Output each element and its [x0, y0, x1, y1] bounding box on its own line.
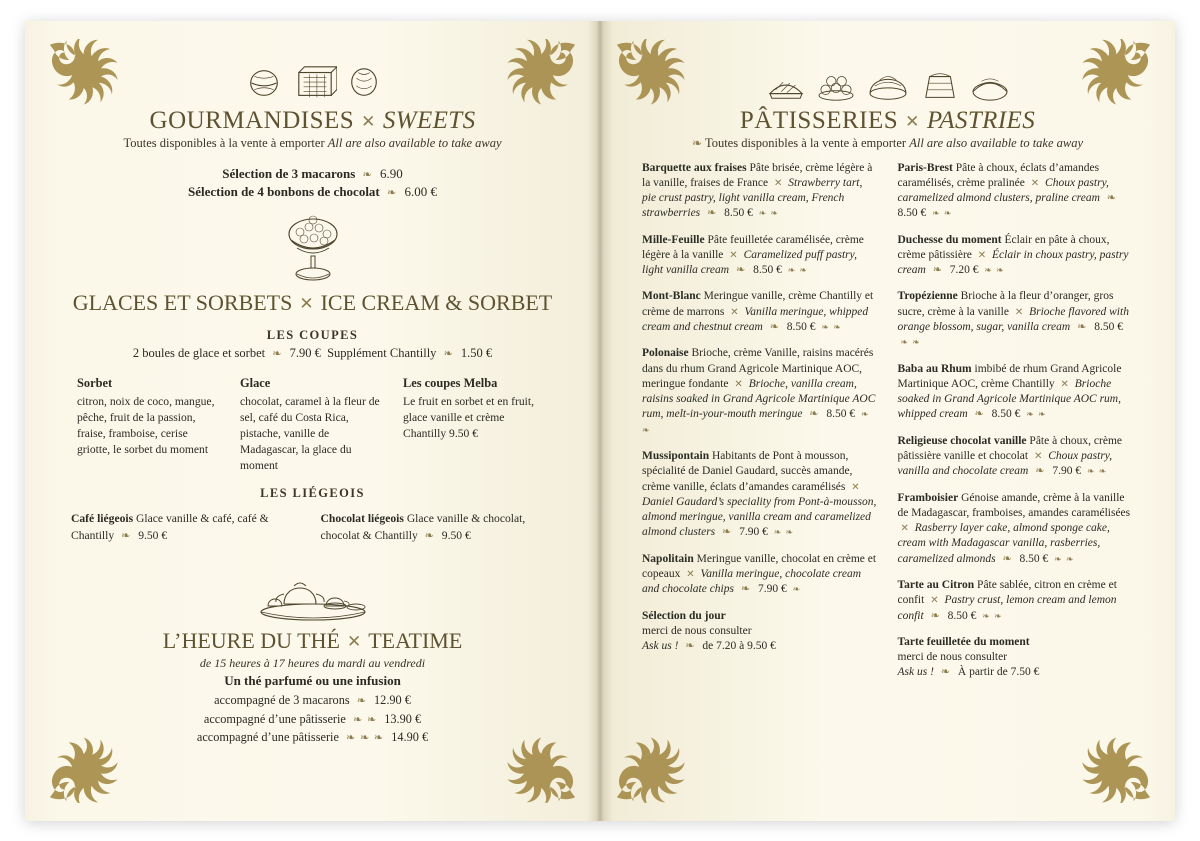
item-desc-en: Ask us ! — [897, 666, 934, 679]
decor-icon: ❧ ❧ — [1086, 466, 1108, 477]
item-name: Tarte au Citron — [897, 578, 975, 591]
item-desc: Glace vanille & chocolat, chocolat & Chantilly — [320, 512, 526, 542]
column-heading: Sorbet — [77, 376, 113, 391]
item-desc-en: Brioche flavored with orange blossom, sugar, vanilla cream — [897, 305, 1129, 334]
item-desc: Glace vanille & café, café & Chantilly — [71, 512, 269, 542]
sweets-subtitle — [67, 136, 558, 151]
sundae-icon — [267, 212, 359, 284]
teapot-tray-icon — [248, 560, 378, 622]
item-desc-en: Choux pastry, vanilla and chocolate cream — [897, 450, 1113, 478]
item-price: 9.50 € — [138, 528, 168, 542]
list-item — [898, 161, 1134, 222]
item-price: 7.90 € — [739, 526, 768, 539]
cross-icon: ✕ — [734, 378, 743, 390]
cross-icon: ✕ — [1060, 378, 1069, 390]
item-name: Duchesse du moment — [897, 233, 1002, 246]
cross-icon: ✕ — [1033, 451, 1043, 462]
icecream-title-fr: GLACES ET SORBETS — [72, 290, 293, 316]
item-desc-en: Strawberry tart, pie crust pastry, light vanilla cream, French strawberries — [642, 176, 863, 220]
chocolate-box-icon — [293, 63, 337, 103]
pastries-heading-block — [642, 55, 1133, 151]
dot-leader-icon: ❧ — [272, 348, 283, 361]
item-desc-en: Choux pastry, caramelized almond clusters, praline cream — [897, 176, 1109, 205]
dot-leader-icon: ❧ — [930, 609, 941, 622]
item-name: Tropézienne — [897, 290, 958, 303]
ornament-corner-icon — [614, 39, 686, 111]
pastries-title-fr: PÂTISSERIES — [739, 106, 899, 134]
item-price: 8.50 € — [826, 408, 856, 421]
decor-icon: ❧ ❧ — [1026, 409, 1047, 420]
decor-icon: ❧ ❧ — [787, 265, 809, 276]
sweets-heading-block — [67, 55, 558, 151]
item-price: 7.20 € — [949, 264, 979, 277]
icecream-title-en: ICE CREAM & SORBET — [320, 290, 553, 316]
right-page — [600, 21, 1175, 821]
item-desc-en: Brioche, vanilla cream, raisins soaked in Grand Agricole Martinique AOC rum, melt-in-your-mouth meringue — [642, 377, 876, 421]
item-name: Barquette aux fraises — [642, 161, 747, 174]
option-price: 14.90 € — [391, 730, 429, 745]
sweets-title-en: SWEETS — [382, 106, 476, 134]
dot-leader-icon: ❧ ❧ — [352, 713, 378, 726]
item-desc-en: Brioche soaked in Grand Agricole Martinique AOC rum, whipped cream — [897, 377, 1121, 421]
selection-price: 6.90 — [379, 165, 403, 181]
item-name: Religieuse chocolat vanille — [897, 434, 1027, 447]
cross-icon: ✕ — [1014, 306, 1024, 318]
item-price: 9.50 € — [441, 528, 471, 542]
decor-icon: ❧ ❧ — [1054, 553, 1075, 564]
dot-leader-icon: ❧ — [362, 168, 373, 181]
teatime-hours: de 15 heures à 17 heures du mardi au vendredi — [199, 656, 426, 671]
sweets-title-fr: GOURMANDISES — [149, 106, 355, 134]
item-price: 7.90 € — [757, 583, 787, 596]
column-sorbet — [77, 375, 222, 474]
teatime-title — [67, 628, 558, 654]
cross-icon: ✕ — [774, 177, 783, 189]
cross-icon: ✕ — [905, 111, 920, 131]
coupes-heading: LES COUPES — [266, 328, 359, 343]
item-price: 8.50 € — [753, 264, 782, 277]
list-item — [898, 635, 1134, 681]
icecream-title — [67, 290, 558, 316]
item-desc-en: Daniel Gaudard’s speciality from Pont-à-mousson, almond meringue, vanilla cream and caramelized almond clusters — [642, 495, 877, 539]
item-desc-fr: Pâte à choux, éclats d’amandes caramélisés, crème pralinée — [897, 161, 1100, 189]
item-price: À partir de 7.50 € — [957, 666, 1040, 679]
dot-leader-icon: ❧ — [443, 348, 454, 361]
cross-icon: ✕ — [851, 481, 860, 493]
tart-icon — [766, 69, 806, 103]
option-price: 12.90 € — [374, 693, 411, 708]
dot-leader-icon: ❧ — [740, 583, 752, 596]
dot-leader-icon: ❧ — [1106, 192, 1117, 205]
cross-icon: ✕ — [900, 523, 909, 535]
item-price: 8.50 € — [897, 207, 927, 220]
macarons-plate-icon — [816, 69, 856, 103]
selection-label: Sélection de 4 bonbons de chocolat — [188, 184, 380, 200]
item-desc-fr: Brioche, crème Vanille, raisins macérés dans du rhum Grand Agricole Martinique AOC, meringue fondante — [642, 347, 874, 390]
item-desc-fr: Pâte brisée, crème légère à la vanille, fraises de France — [642, 161, 873, 189]
dot-leader-icon: ❧ — [1077, 321, 1088, 334]
column-body: citron, noix de coco, mangue, pêche, fruit de la passion, fraise, framboise, cerise griotte, le sorbet du moment — [77, 395, 215, 457]
selection-list — [67, 165, 558, 203]
item-price: 8.50 € — [991, 408, 1021, 421]
list-item — [898, 578, 1134, 624]
column-heading: Les coupes Melba — [403, 376, 498, 391]
supplement-label: Supplément Chantilly — [327, 346, 437, 361]
tea-tray-illustration — [67, 560, 558, 622]
list-item — [321, 511, 555, 544]
item-name: Mont-Blanc — [642, 290, 701, 303]
item-desc-fr: Éclair en pâte à choux, crème pâtissière — [897, 233, 1110, 261]
decor-icon: ❧ ❧ — [932, 208, 953, 219]
sweets-illustrations — [67, 55, 558, 103]
pastries-subtitle — [642, 136, 1133, 151]
cross-icon: ✕ — [977, 249, 987, 261]
item-desc-fr: Pâte à choux, crème pâtissière vanille et chocolat — [897, 434, 1123, 462]
list-item — [67, 183, 558, 202]
dot-leader-icon: ❧ — [1002, 552, 1013, 565]
liegeois-heading: LES LIÉGEOIS — [260, 486, 365, 501]
item-desc-en: Pastry crust, lemon cream and lemon confit — [897, 594, 1117, 622]
list-item — [642, 346, 878, 438]
item-name: Mille-Feuille — [642, 233, 705, 246]
selection-price: 6.00 € — [404, 184, 437, 200]
item-price: 8.50 € — [786, 321, 816, 334]
option-price: 13.90 € — [384, 711, 422, 726]
item-price: de 7.20 à 9.50 € — [702, 640, 776, 653]
decor-icon: ❧ ❧ — [821, 322, 842, 333]
selection-label: Sélection de 3 macarons — [222, 165, 356, 181]
pastry-column-1 — [642, 161, 878, 692]
item-desc-fr: merci de nous consulter — [642, 624, 752, 637]
item-desc-fr: Génoise amande, crème à la vanille de Madagascar, framboises, amandes caramélisées — [897, 491, 1131, 519]
item-desc-fr: merci de nous consulter — [897, 651, 1008, 664]
item-desc-fr: Meringue vanille, crème Chantilly et crème de marrons — [642, 290, 874, 318]
item-price: 8.50 € — [1019, 552, 1049, 565]
list-item — [67, 165, 558, 184]
open-book — [25, 21, 1175, 821]
decor-icon: ❧ ❧ — [900, 337, 921, 348]
decor-icon: ❧ — [792, 584, 802, 595]
supplement-price: 1.50 € — [460, 346, 493, 361]
item-desc-en: Rasberry layer cake, almond sponge cake, cream with Madagascar vanilla, rasberries, caramelized almonds — [897, 522, 1110, 565]
list-item — [71, 511, 305, 544]
liegeois-list — [67, 511, 558, 544]
ornament-corner-icon — [506, 731, 578, 803]
item-desc-en: Vanilla meringue, chocolate cream and chocolate chips — [642, 567, 862, 596]
decor-icon: ❧ ❧ — [982, 610, 1003, 621]
teatime-options — [67, 691, 558, 747]
dot-leader-icon: ❧ — [1035, 465, 1046, 478]
bonbon-icon — [347, 63, 381, 103]
dot-leader-icon: ❧ — [685, 640, 696, 653]
option-label: accompagné de 3 macarons — [214, 693, 350, 708]
list-item — [67, 728, 558, 747]
item-desc-en: Vanilla meringue, whipped cream and chestnut cream — [642, 305, 869, 334]
item-name: Paris-Brest — [897, 161, 953, 174]
item-name: Chocolat liégeois — [320, 512, 404, 526]
sweets-subtitle-en: All are also available to take away — [327, 135, 502, 150]
dot-leader-icon: ❧ — [707, 207, 718, 220]
dot-leader-icon: ❧ — [809, 408, 820, 421]
sweets-title — [67, 107, 558, 135]
coupes-price: 7.90 € — [289, 346, 321, 361]
item-desc-fr: Brioche à la fleur d’oranger, gros sucre, crème à la vanille — [897, 290, 1114, 318]
list-item — [642, 552, 878, 598]
item-desc-fr: imbibé de rhum Grand Agricole Martinique AOC, crème Chantilly — [897, 362, 1122, 390]
item-name: Baba au Rhum — [897, 362, 972, 375]
list-item — [642, 289, 878, 335]
pastry-columns — [642, 161, 1133, 692]
decor-icon: ❧ ❧ — [773, 527, 795, 538]
dot-leader-icon: ❧ — [940, 666, 952, 679]
list-item — [642, 609, 878, 655]
pastries-subtitle-fr: Toutes disponibles à la vente à emporter — [704, 135, 907, 150]
item-desc-fr: Meringue vanille, chocolat en crème et copeaux — [642, 552, 877, 580]
cross-icon: ✕ — [730, 306, 739, 318]
macaron-icon — [245, 63, 283, 103]
decor-icon: ❧ ❧ — [642, 409, 870, 435]
layer-cake-slice-icon — [920, 69, 960, 103]
list-item — [898, 491, 1134, 567]
option-label: accompagné d’une pâtisserie — [203, 711, 346, 726]
item-desc-fr: Pâte sablée, citron en crème et confit — [897, 578, 1117, 607]
item-price: 7.90 € — [1052, 465, 1082, 478]
dot-leader-icon: ❧ — [424, 529, 435, 542]
column-glace — [240, 375, 385, 474]
cream-cake-icon — [866, 69, 910, 103]
dot-leader-icon: ❧ ❧ ❧ — [346, 732, 385, 745]
item-price: 8.50 € — [947, 609, 977, 622]
dot-leader-icon: ❧ — [735, 264, 747, 277]
ornament-corner-icon — [506, 39, 578, 111]
list-item — [642, 161, 878, 222]
sweets-subtitle-fr: Toutes disponibles à la vente à emporter — [123, 135, 325, 150]
cross-icon: ✕ — [346, 632, 362, 652]
cross-icon: ✕ — [686, 568, 695, 580]
column-body: chocolat, caramel à la fleur de sel, café du Costa Rica, pistache, vanille de Madagascar, la glace du moment — [240, 395, 380, 473]
cross-icon: ✕ — [299, 294, 314, 314]
flavor-columns — [67, 375, 558, 474]
item-desc-fr: Habitants de Pont à mousson, spécialité de Daniel Gaudard, succès amande, crème vanille, éclats d’amandes caramélisés — [642, 450, 853, 493]
left-page — [25, 21, 600, 821]
list-item — [898, 289, 1134, 350]
item-desc-en: Ask us ! — [642, 640, 679, 653]
pie-icon — [970, 69, 1010, 103]
list-item — [898, 362, 1134, 423]
item-price: 8.50 € — [724, 207, 753, 220]
cross-icon: ✕ — [930, 595, 939, 607]
column-heading: Glace — [240, 376, 271, 391]
cross-icon: ✕ — [1030, 177, 1040, 189]
item-desc-fr: Pâte feuilletée caramélisée, crème légère à la vanille — [642, 233, 864, 261]
pastries-subtitle-en: All are also available to take away — [909, 135, 1084, 150]
cross-icon: ✕ — [729, 249, 738, 261]
dot-leader-icon: ❧ — [932, 264, 943, 277]
item-name: Framboisier — [897, 491, 959, 504]
item-name: Tarte feuilletée du moment — [897, 635, 1030, 648]
list-item — [898, 434, 1134, 480]
ice-cream-cup-illustration — [67, 212, 558, 284]
dot-leader-icon: ❧ — [387, 187, 398, 200]
dot-leader-icon: ❧ — [722, 526, 733, 539]
ornament-corner-icon — [1081, 731, 1153, 803]
item-price: 8.50 € — [1094, 321, 1123, 334]
pastries-title-en: PASTRIES — [926, 106, 1036, 134]
ornament-corner-icon — [47, 39, 119, 111]
list-item — [67, 710, 558, 729]
item-name: Sélection du jour — [642, 609, 726, 622]
dot-leader-icon: ❧ — [356, 695, 367, 708]
decor-icon: ❧ ❧ — [758, 208, 780, 219]
coupes-label: 2 boules de glace et sorbet — [132, 346, 266, 361]
column-coupes-melba — [403, 375, 548, 474]
item-desc-en: Éclair in choux pastry, pastry cream — [897, 248, 1129, 277]
dot-leader-icon: ❧ — [121, 529, 132, 542]
list-item — [642, 233, 878, 279]
ornament-corner-icon — [614, 731, 686, 803]
teatime-title-fr: L’HEURE DU THÉ — [162, 628, 340, 654]
list-item — [642, 449, 878, 541]
column-body: Le fruit en sorbet et en fruit, glace vanille et crème Chantilly 9.50 € — [403, 395, 535, 441]
option-label: accompagné d’une pâtisserie — [196, 730, 339, 745]
dot-leader-icon: ❧ — [769, 321, 780, 334]
leaf-icon: ❧ — [691, 135, 703, 150]
item-name: Napolitain — [642, 552, 694, 565]
cross-icon: ✕ — [361, 111, 376, 131]
ornament-corner-icon — [47, 731, 119, 803]
item-desc-en: Caramelized puff pastry, light vanilla cream — [642, 248, 857, 277]
item-name: Polonaise — [642, 347, 689, 360]
ornament-corner-icon — [1081, 39, 1153, 111]
teatime-title-en: TEATIME — [368, 628, 463, 654]
item-name: Mussipontain — [642, 450, 710, 462]
pastries-title — [642, 107, 1133, 135]
item-name: Café liégeois — [71, 512, 134, 526]
pastry-column-2 — [898, 161, 1134, 692]
coupes-line — [67, 346, 558, 361]
pastries-illustrations — [642, 55, 1133, 103]
list-item — [898, 233, 1134, 279]
list-item — [67, 691, 558, 710]
teatime-headline: Un thé parfumé ou une infusion — [224, 673, 401, 689]
dot-leader-icon: ❧ — [974, 408, 985, 421]
decor-icon: ❧ ❧ — [984, 265, 1005, 276]
